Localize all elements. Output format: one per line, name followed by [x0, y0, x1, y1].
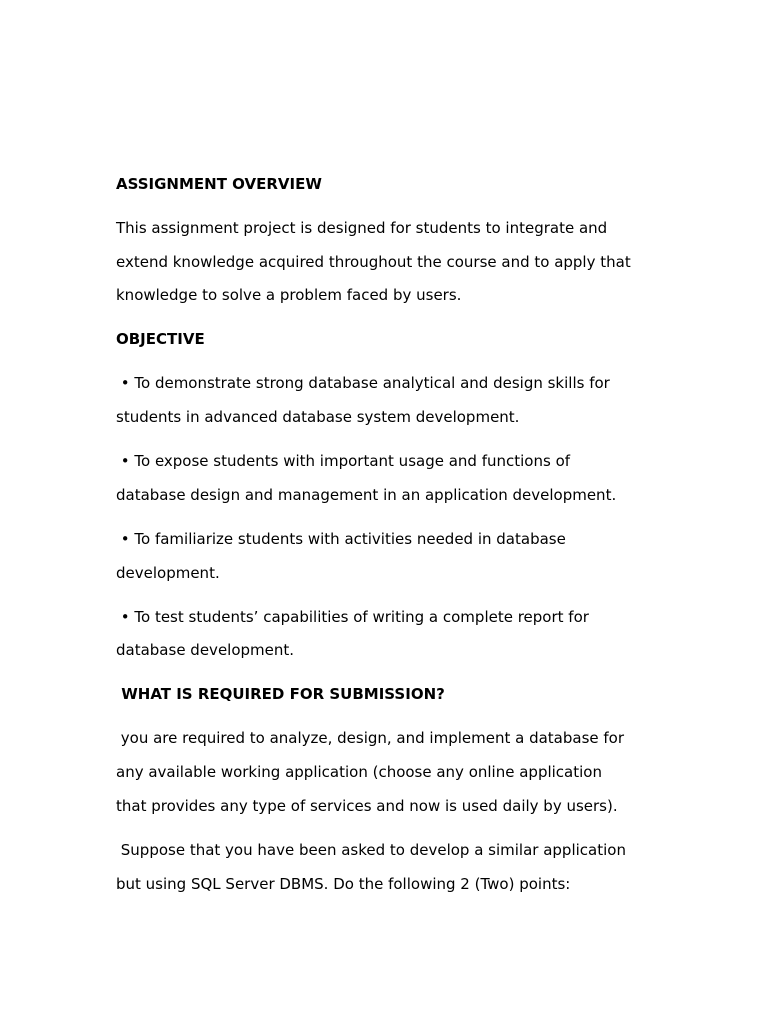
overview-line-2: extend knowledge acquired throughout the course and to apply that	[116, 253, 631, 271]
objective-heading: OBJECTIVE	[116, 330, 205, 348]
objective-bullet-2-line-1: • To expose students with important usage and functions of	[116, 452, 571, 470]
objective-bullet-3-line-1: • To familiarize students with activities needed in database	[116, 530, 566, 548]
objective-bullet-1-line-2: students in advanced database system development.	[116, 408, 520, 426]
overview-line-3: knowledge to solve a problem faced by users.	[116, 286, 462, 304]
objective-bullet-3-line-2: development.	[116, 564, 220, 582]
assignment-overview-heading: ASSIGNMENT OVERVIEW	[116, 175, 322, 193]
submission-heading: WHAT IS REQUIRED FOR SUBMISSION?	[116, 685, 445, 703]
submission-paragraph-1-line-2: any available working application (choose any online application	[116, 763, 602, 781]
objective-bullet-1-line-1: • To demonstrate strong database analytical and design skills for	[116, 374, 610, 392]
submission-paragraph-1-line-1: you are required to analyze, design, and implement a database for	[116, 729, 625, 747]
submission-paragraph-1-line-3: that provides any type of services and now is used daily by users).	[116, 797, 618, 815]
submission-paragraph-2-line-1: Suppose that you have been asked to develop a similar application	[116, 841, 626, 859]
objective-bullet-4-line-1: • To test students’ capabilities of writing a complete report for	[116, 608, 589, 626]
objective-bullet-2-line-2: database design and management in an application development.	[116, 486, 617, 504]
overview-line-1: This assignment project is designed for students to integrate and	[116, 219, 608, 237]
objective-bullet-4-line-2: database development.	[116, 641, 295, 659]
document-page	[116, 0, 676, 1024]
submission-paragraph-2-line-2: but using SQL Server DBMS. Do the following 2 (Two) points:	[116, 875, 571, 893]
